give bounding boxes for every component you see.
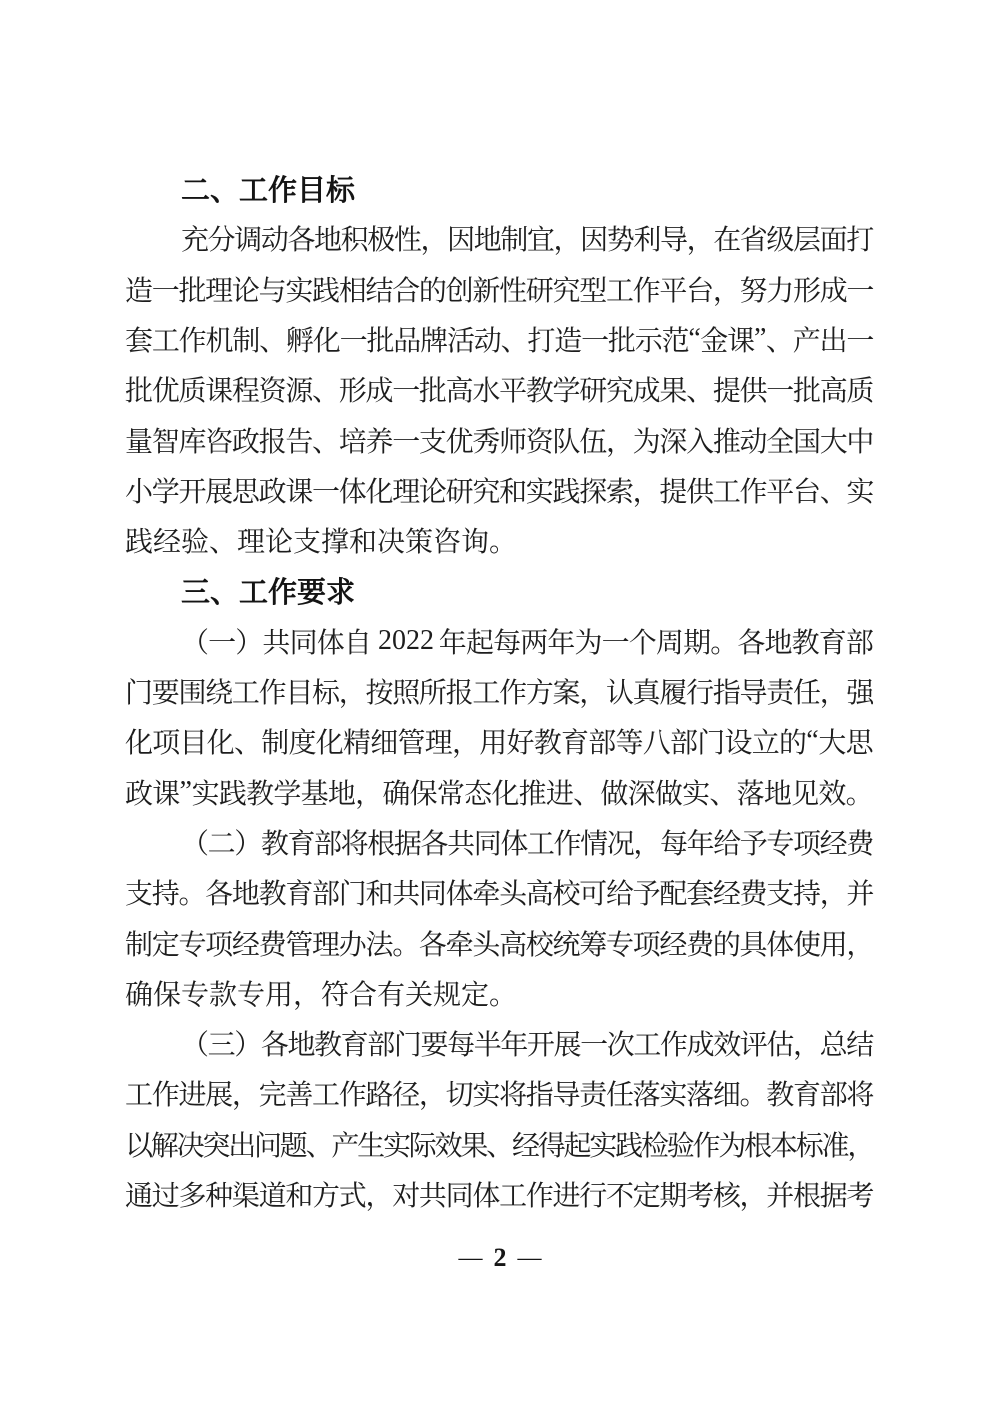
text-line: （ 一 ） 共 同 体 自 2022 年 起 每 两 年 为 一 个 周 期 。 各 地 教 育 部 [181,624,874,659]
text-line: （ 二 ） 教 育 部 将 根 据 各 共 同 体 工 作 情 况 ， 每 年 给 予 专 项 经 费 [181,829,875,860]
text-line: 践经验、理论支撑和决策咨询。 [125,527,518,559]
footer-dash-right: — [517,1244,542,1271]
text-line: 充 分 调 动 各 地 积 极 性 ， 因 地 制 宜 ， 因 势 利 导 ， 在 省 级 层 面 打 [181,225,875,257]
text-line: 量 智 库 咨 政 报 告 、 培 养 一 支 优 秀 师 资 队 伍 ， 为 深 入 推 动 全 国 大 中 [125,426,875,458]
document-body [125,163,876,1219]
text-line: （ 三 ） 各 地 教 育 部 门 要 每 半 年 开 展 一 次 工 作 成 效 评 估 ， 总 结 [181,1030,875,1062]
text-line: 工 作 进 展 ， 完 善 工 作 路 径 ， 切 实 将 指 导 责 任 落 实 落 细 。 教 育 部 将 [125,1080,875,1112]
text-line: 确保专款专用，符合有关规定。 [125,979,518,1011]
text-line: 以 解 决 突 出 问 题 、 产 生 实 际 效 果 、 经 得 起 实 践 检 验 作 为 根 本 标 准 ， [125,1130,876,1162]
text-line: 通 过 多 种 渠 道 和 方 式 ， 对 共 同 体 工 作 进 行 不 定 期 考 核 ， 并 根 据 考 [125,1181,875,1213]
text-line: 支 持 。 各 地 教 育 部 门 和 共 同 体 牵 头 高 校 可 给 予 配 套 经 费 支 持 ， 并 [125,879,875,911]
section-heading: 三、工作要求 [181,577,356,610]
page-number: 2 [493,1243,507,1272]
text-line: 化 项 目 化 、 制 度 化 精 细 管 理 ， 用 好 教 育 部 等 八 部 门 设 立 的 “ 大 思 [125,725,874,760]
section-heading: 二、工作目标 [181,174,356,207]
page-footer [0,1240,1000,1276]
footer-dash-left: — [458,1244,483,1271]
text-line: 批 优 质 课 程 资 源 、 形 成 一 批 高 水 平 教 学 研 究 成 果 、 提 供 一 批 高 质 [125,376,875,408]
text-line: 制 定 专 项 经 费 管 理 办 法 。 各 牵 头 高 校 统 筹 专 项 经 费 的 具 体 使 用 ， [125,929,875,961]
text-line: 门 要 围 绕 工 作 目 标 ， 按 照 所 报 工 作 方 案 ， 认 真 履 行 指 导 责 任 ， 强 [125,678,875,710]
text-line: 造 一 批 理 论 与 实 践 相 结 合 的 创 新 性 研 究 型 工 作 平 台 ， 努 力 形 成 一 [125,275,875,307]
text-line: 小 学 开 展 思 政 课 一 体 化 理 论 研 究 和 实 践 探 索 ， 提 供 工 作 平 台 、 实 [125,476,875,508]
text-line: 政 课 ” 实 践 教 学 基 地 ， 确 保 常 态 化 推 进 、 做 深 做 实 、 落 地 见 效 。 [125,775,874,810]
text-line: 套 工 作 机 制 、 孵 化 一 批 品 牌 活 动 、 打 造 一 批 示 范 “ 金 课 ” 、 产 出 一 [125,323,875,358]
